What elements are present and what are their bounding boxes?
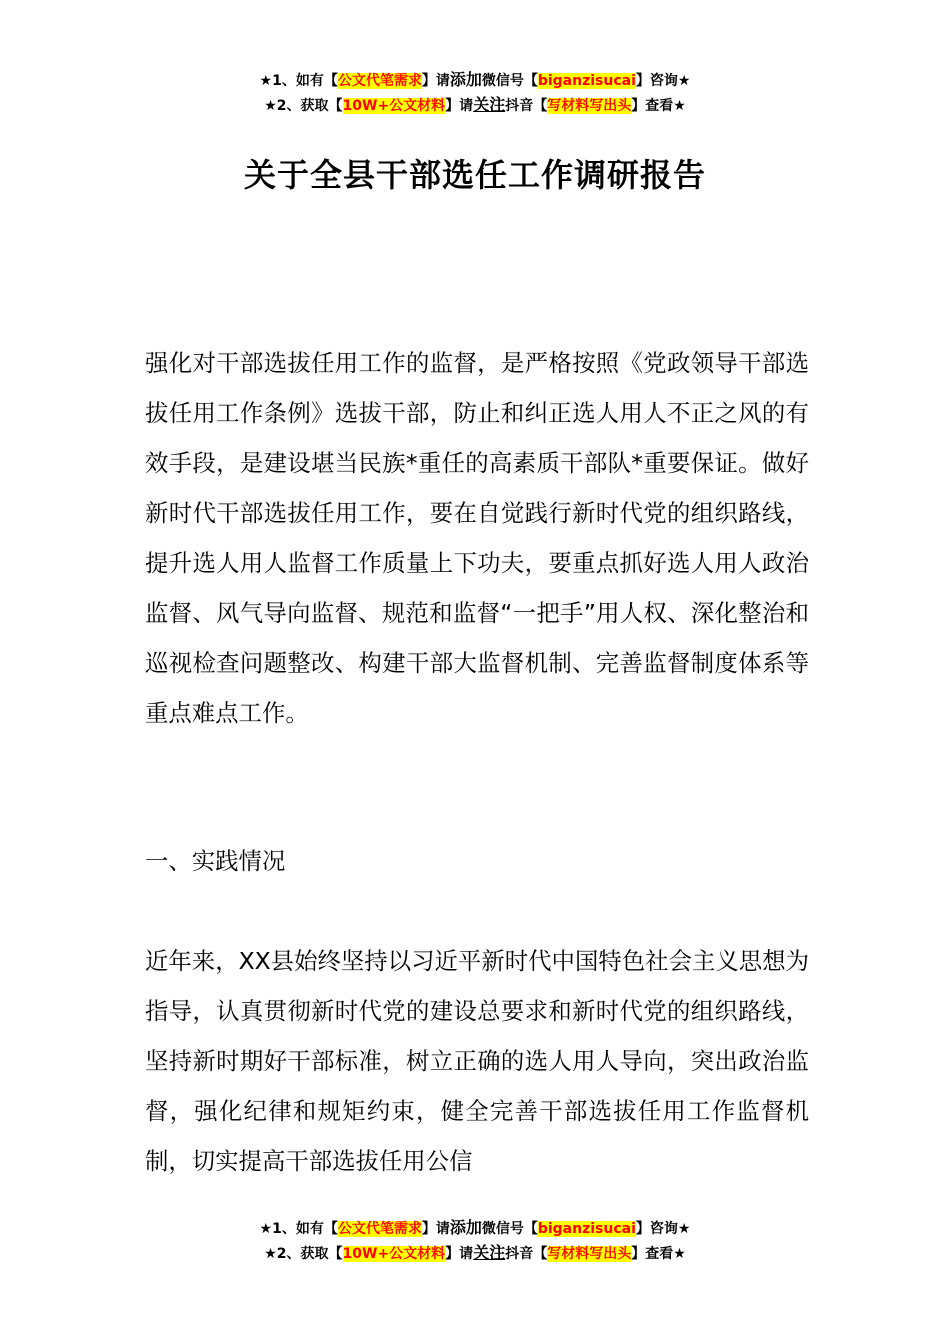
promo-line-1-mid2: 微信号【 xyxy=(481,73,538,89)
footer-promo-line-1 xyxy=(0,1216,950,1241)
footer-promo-line-1-mid2: 微信号【 xyxy=(481,1221,538,1237)
footer-promo-banner xyxy=(0,1216,950,1266)
footer-promo-ghostwriting-highlight: 公文代笔需求 xyxy=(337,1221,422,1237)
footer-promo-douyin-account[interactable]: 写材料写出头 xyxy=(547,1246,632,1262)
footer-promo-wechat-id[interactable]: biganzisucai xyxy=(537,1221,636,1237)
intro-paragraph: 强化对干部选拔任用工作的监督，是严格按照《党政领导干部选拔任用工作条例》选拔干部，防止和纠正选人用人不正之风的有效手段，是建设堪当民族*重任的高素质干部队*重要保证。做好新时代干部选拔任用工作，要在自觉践行新时代党的组织路线，提升选人用人监督工作质量上下功夫，要重点抓好选人用人政治监督、风气导向监督、规范和监督“一把手”用人权、深化整治和巡视检查问题整改、构建干部大监督机制、完善监督制度体系等重点难点工作。 xyxy=(145,349,809,727)
footer-promo-add-word: 添加 xyxy=(449,1218,482,1237)
promo-line-1 xyxy=(0,68,950,93)
promo-line-2-mid2: 抖音【 xyxy=(505,98,548,114)
promo-line-2-prefix: ★2、获取【 xyxy=(264,98,343,114)
footer-promo-line-2-suffix: 】查看★ xyxy=(631,1246,686,1262)
promo-line-1-mid: 】请 xyxy=(421,73,450,89)
footer-promo-materials-highlight: 10W+公文材料 xyxy=(342,1246,446,1262)
promo-line-1-prefix: ★1、如有【 xyxy=(259,73,338,89)
promo-ghostwriting-highlight: 公文代笔需求 xyxy=(337,73,422,89)
footer-promo-line-2-mid: 】请 xyxy=(445,1246,474,1262)
promo-follow-word: 关注 xyxy=(473,95,506,114)
footer-promo-line-1-prefix: ★1、如有【 xyxy=(259,1221,338,1237)
promo-add-word: 添加 xyxy=(449,70,482,89)
footer-promo-line-1-mid: 】请 xyxy=(421,1221,450,1237)
footer-promo-line-2-mid2: 抖音【 xyxy=(505,1246,548,1262)
footer-promo-line-2-prefix: ★2、获取【 xyxy=(264,1246,343,1262)
promo-douyin-account[interactable]: 写材料写出头 xyxy=(547,98,632,114)
footer-promo-line-2 xyxy=(0,1241,950,1266)
footer-promo-follow-word: 关注 xyxy=(473,1243,506,1262)
section-heading-practice: 一、实践情况 xyxy=(145,847,286,875)
document-title: 关于全县干部选任工作调研报告 xyxy=(243,156,706,194)
promo-line-1-suffix: 】咨询★ xyxy=(635,73,691,89)
promo-wechat-id[interactable]: biganzisucai xyxy=(537,73,636,89)
promo-line-2 xyxy=(0,93,950,118)
header-promo-banner xyxy=(0,68,950,118)
promo-line-2-suffix: 】查看★ xyxy=(631,98,686,114)
footer-promo-line-1-suffix: 】咨询★ xyxy=(635,1221,691,1237)
section-paragraph-practice: 近年来，XX县始终坚持以习近平新时代中国特色社会主义思想为指导，认真贯彻新时代党的建设总要求和新时代党的组织路线，坚持新时期好干部标准，树立正确的选人用人导向，突出政治监督，强化纪律和规矩约束，健全完善干部选拔任用工作监督机制，切实提高干部选拔任用公信 xyxy=(145,947,809,1175)
promo-line-2-mid: 】请 xyxy=(445,98,474,114)
promo-materials-highlight: 10W+公文材料 xyxy=(342,98,446,114)
